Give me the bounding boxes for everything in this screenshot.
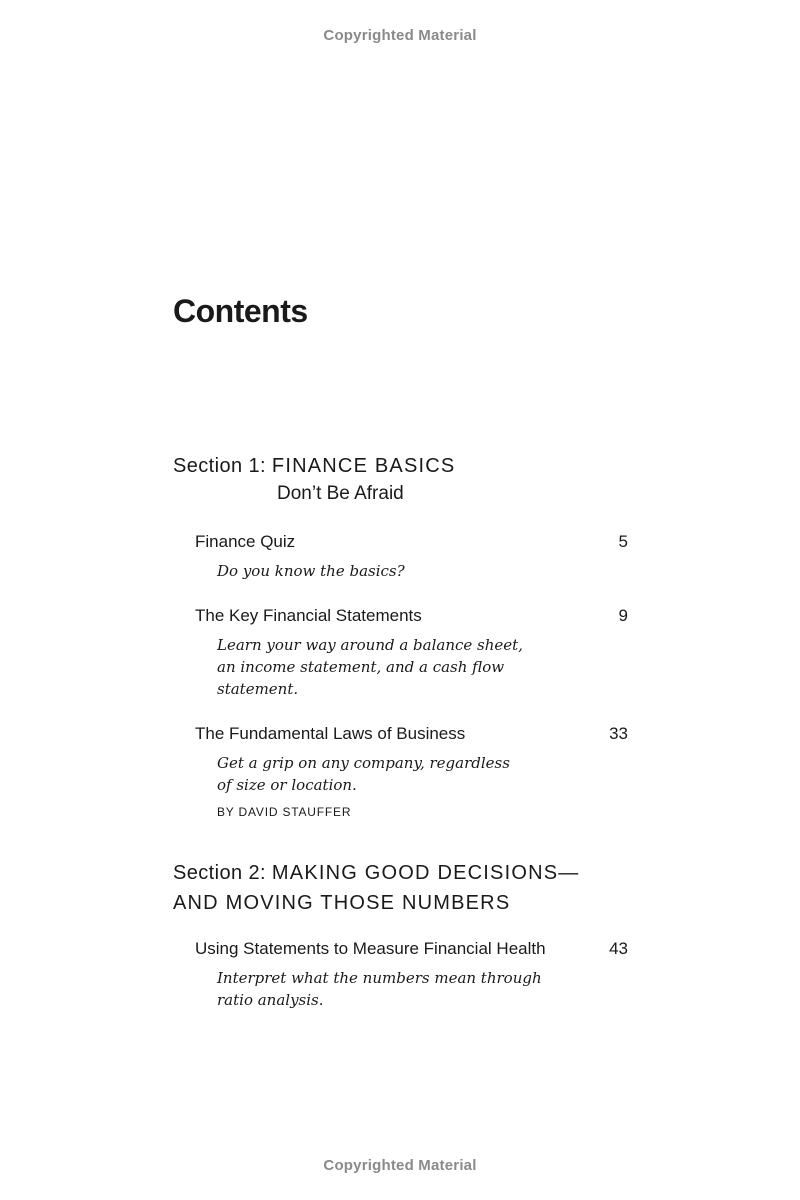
section-2-heading: [173, 858, 579, 918]
toc-entry-title[interactable]: The Key Financial Statements: [195, 606, 422, 625]
section-2-name-line-2: AND MOVING THOSE NUMBERS: [173, 892, 511, 914]
section-1-prefix: Section 1:: [173, 455, 266, 477]
toc-entry-description: [217, 752, 628, 796]
section-1-name: FINANCE BASICS: [271, 455, 456, 477]
copyright-watermark-bottom: Copyrighted Material: [323, 1157, 477, 1174]
toc-entry-page-number: 33: [609, 724, 628, 743]
section-1-subtitle: Don’t Be Afraid: [277, 483, 404, 504]
toc-entry-description: [217, 967, 628, 1011]
toc-entry-description: [217, 634, 628, 700]
description-line: Do you know the basics?: [217, 562, 405, 580]
toc-entry-fundamental-laws[interactable]: [195, 722, 628, 819]
description-line: an income statement, and a cash flow: [217, 658, 505, 676]
toc-entry-finance-quiz[interactable]: [195, 530, 628, 582]
toc-entry-page-number: 9: [618, 606, 628, 625]
description-line: statement.: [217, 680, 299, 698]
page-title: Contents: [173, 293, 308, 329]
toc-entry-author: BY DAVID STAUFFER: [217, 805, 352, 819]
description-line: Get a grip on any company, regardless: [217, 754, 510, 772]
description-line: ratio analysis.: [217, 991, 324, 1009]
toc-entry-key-financial-statements[interactable]: [195, 604, 628, 700]
section-1-heading: [173, 451, 455, 481]
toc-entry-page-number: 43: [609, 939, 628, 958]
description-line: Interpret what the numbers mean through: [217, 969, 542, 987]
copyright-watermark-top: Copyrighted Material: [323, 27, 477, 44]
section-2-name-line-1: MAKING GOOD DECISIONS—: [271, 862, 580, 884]
toc-entry-page-number: 5: [618, 532, 628, 551]
description-line: Learn your way around a balance sheet,: [217, 636, 523, 654]
toc-entry-title[interactable]: The Fundamental Laws of Business: [195, 724, 466, 743]
toc-entry-description: [217, 560, 628, 582]
section-2-prefix: Section 2:: [173, 862, 266, 884]
toc-entry-measure-financial-health[interactable]: [195, 937, 628, 1011]
description-line: of size or location.: [217, 776, 357, 794]
toc-entry-title[interactable]: Finance Quiz: [195, 532, 296, 551]
toc-entry-title[interactable]: Using Statements to Measure Financial Health: [195, 939, 546, 958]
